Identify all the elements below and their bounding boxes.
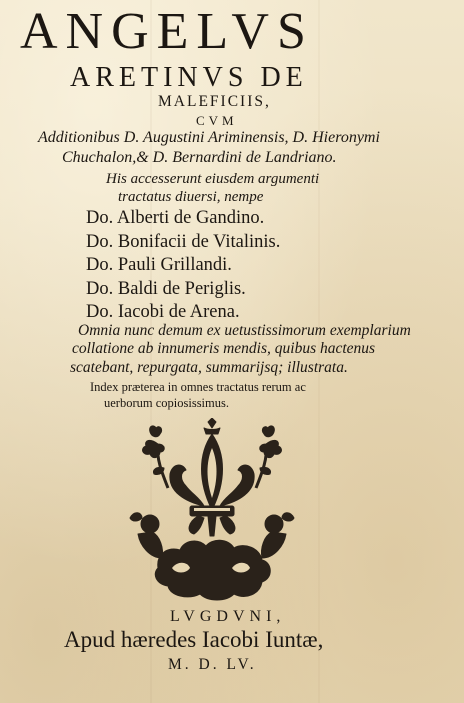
treatise-item: Do. Baldi de Periglis. [86, 279, 246, 299]
imprint-year: M. D. LV. [168, 656, 257, 673]
index-line-1: Index præterea in omnes tractatus rerum ac [90, 380, 306, 394]
additions-line-2: Chuchalon,& D. Bernardini de Landriano. [62, 149, 337, 166]
author-surname: ARETINVS DE [70, 62, 308, 93]
accessit-line-1: His accesserunt eiusdem argumenti [106, 171, 320, 187]
accessit-line-2: tractatus diuersi, nempe [118, 189, 264, 205]
cum-line: CVM [196, 113, 238, 128]
omnia-line-3: scatebant, repurgata, summarijsq; illustrata. [70, 359, 348, 376]
omnia-line-1: Omnia nunc demum ex uetustissimorum exemplarium [78, 322, 411, 339]
subject-title: MALEFICIIS, [158, 93, 271, 110]
index-line-2: uerborum copiosissimus. [104, 396, 229, 410]
treatise-item: Do. Iacobi de Arena. [86, 302, 240, 322]
imprint-publisher: Apud hæredes Iacobi Iuntæ, [64, 627, 324, 652]
author-name: ANGELVS [20, 3, 314, 60]
additions-line-1: Additionibus D. Augustini Ariminensis, D. Hieronymi [38, 129, 380, 146]
treatise-item: Do. Bonifacii de Vitalinis. [86, 232, 281, 252]
fleur-de-lis-device-icon [128, 418, 296, 602]
treatise-item: Do. Alberti de Gandino. [86, 208, 265, 228]
treatise-item: Do. Pauli Grillandi. [86, 255, 232, 275]
imprint-place: LVGDVNI, [170, 608, 286, 625]
omnia-line-2: collatione ab innumeris mendis, quibus hactenus [72, 340, 376, 357]
